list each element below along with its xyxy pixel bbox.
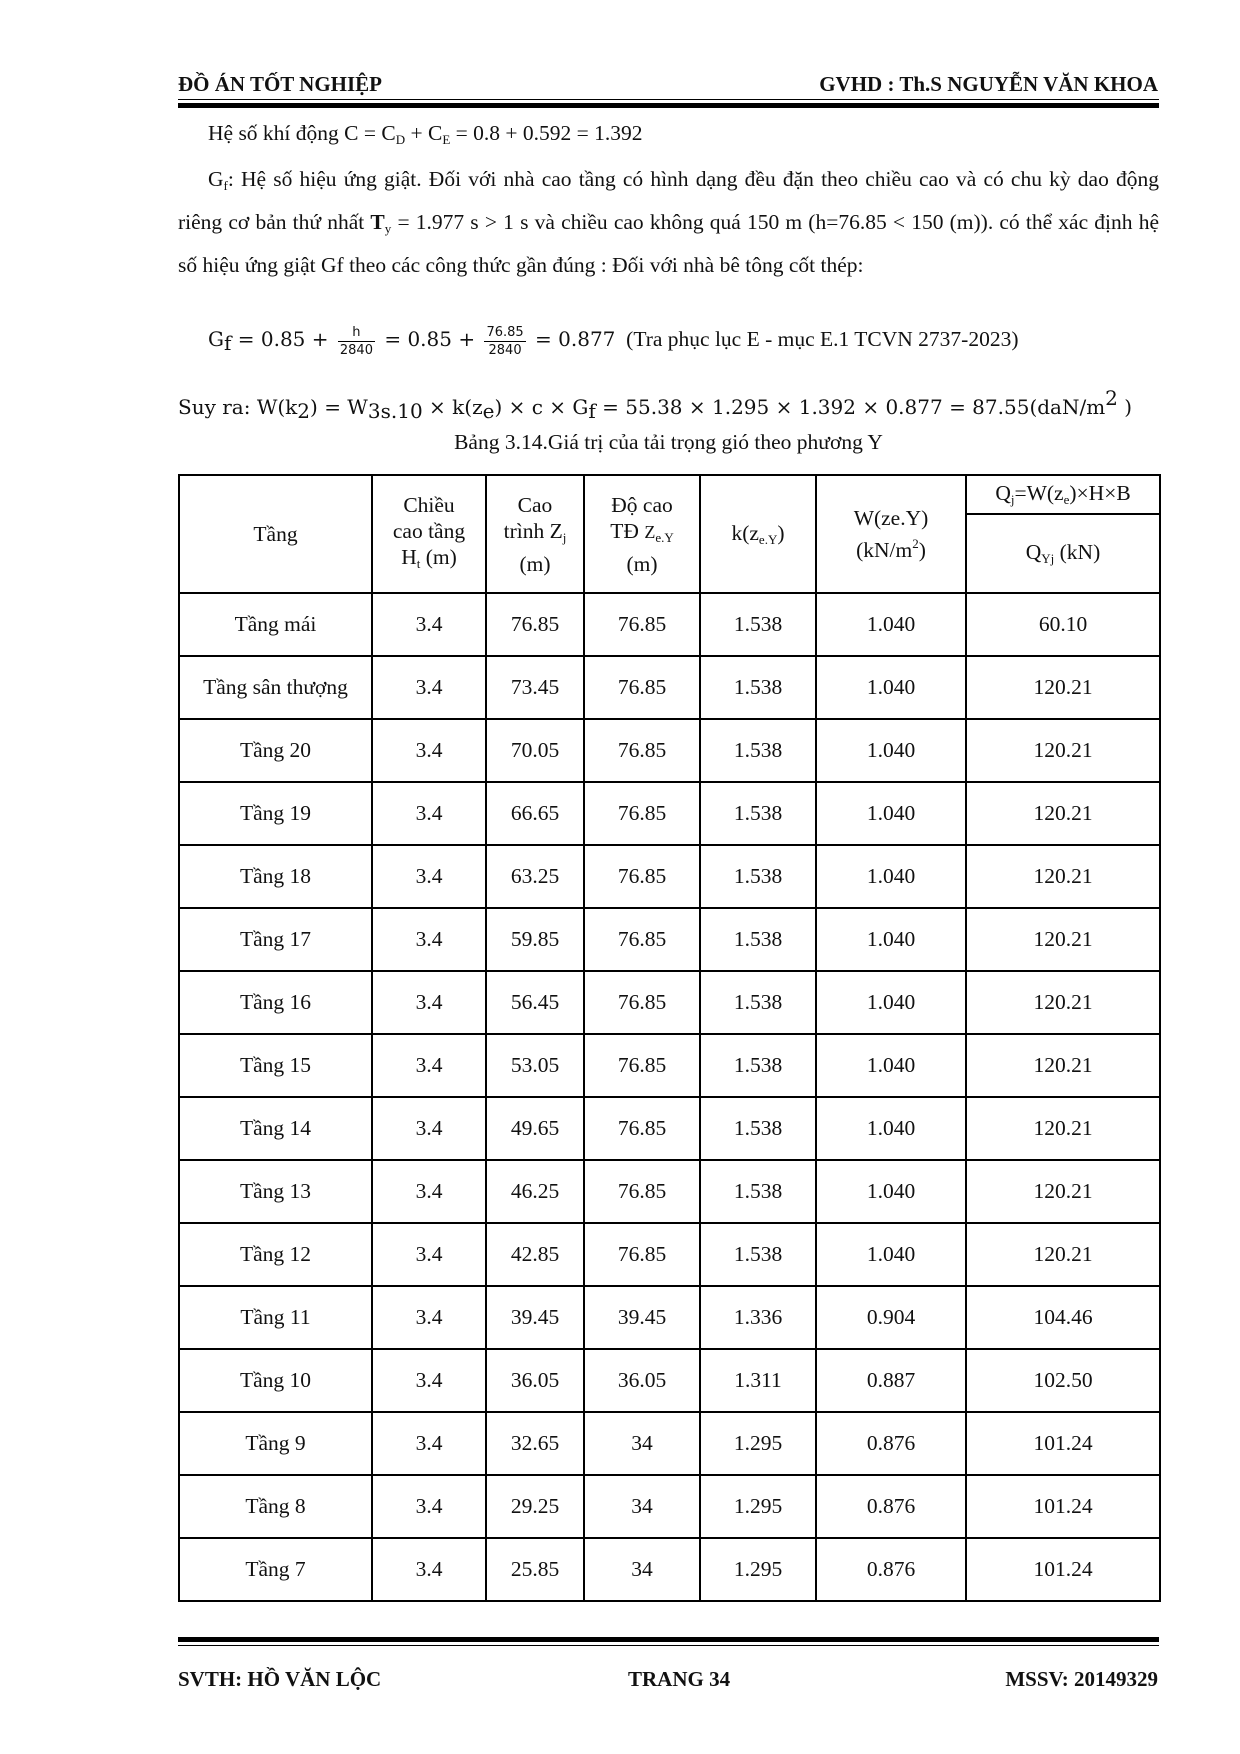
cell-equivalent-height: 76.85 [584,593,700,656]
table-row [179,1097,1160,1160]
header-load-formula: Qj=W(ze)×H×B [966,475,1160,514]
table-row [179,971,1160,1034]
cell-floor-height: 3.4 [372,1034,486,1097]
cell-floor-height: 3.4 [372,593,486,656]
cell-k-coefficient: 1.538 [700,908,816,971]
cell-wind-load: 120.21 [966,1160,1160,1223]
cell-wind-pressure: 0.904 [816,1286,966,1349]
cell-wind-load: 120.21 [966,908,1160,971]
cell-wind-pressure: 0.876 [816,1538,966,1601]
cell-wind-pressure: 0.876 [816,1412,966,1475]
header-title: ĐỒ ÁN TỐT NGHIỆP [178,72,383,96]
cell-floor-height: 3.4 [372,656,486,719]
cell-floor: Tầng 17 [179,908,372,971]
fraction-76-85-over-2840: $\frac{76.85}{2840}$ [486,324,524,358]
cell-elevation: 53.05 [486,1034,584,1097]
cell-equivalent-height: 34 [584,1475,700,1538]
cell-elevation: 42.85 [486,1223,584,1286]
cell-wind-pressure: 1.040 [816,845,966,908]
footer-rule-thick [178,1637,1159,1642]
cell-wind-pressure: 0.887 [816,1349,966,1412]
cell-elevation: 56.45 [486,971,584,1034]
cell-elevation: 25.85 [486,1538,584,1601]
cell-floor: Tầng 15 [179,1034,372,1097]
cell-equivalent-height: 76.85 [584,719,700,782]
table-row [179,1412,1160,1475]
cell-wind-load: 101.24 [966,1538,1160,1601]
cell-elevation: 39.45 [486,1286,584,1349]
cell-k-coefficient: 1.538 [700,1034,816,1097]
cell-floor: Tầng 20 [179,719,372,782]
cell-floor: Tầng 9 [179,1412,372,1475]
cell-wind-pressure: 0.876 [816,1475,966,1538]
cell-floor-height: 3.4 [372,1160,486,1223]
cell-floor: Tầng 10 [179,1349,372,1412]
cell-equivalent-height: 76.85 [584,1223,700,1286]
cell-floor: Tầng 18 [179,845,372,908]
table-row [179,1286,1160,1349]
cell-equivalent-height: 76.85 [584,1160,700,1223]
table-row [179,1160,1160,1223]
cell-floor-height: 3.4 [372,719,486,782]
cell-equivalent-height: 76.85 [584,845,700,908]
table-row [179,908,1160,971]
cell-elevation: 46.25 [486,1160,584,1223]
cell-floor-height: 3.4 [372,1286,486,1349]
cell-elevation: 49.65 [486,1097,584,1160]
cell-k-coefficient: 1.295 [700,1538,816,1601]
cell-k-coefficient: 1.538 [700,593,816,656]
header-floor-height: Chiều cao tầng Ht (m) [372,475,486,593]
cell-floor: Tầng sân thượng [179,656,372,719]
cell-elevation: 32.65 [486,1412,584,1475]
gust-factor-paragraph: Gf: Hệ số hiệu ứng giật. Đối với nhà cao tầng có hình dạng đều đặn theo chiều cao và có chu kỳ dao động riêng cơ bản thứ nhất Ty = 1.977 s > 1 s và chiều cao không quá 150 m (h=76.85 < 150 (m)). có thể xác định hệ số hiệu ứng giật Gf theo các công thức gần đúng : Đối với nhà bê tông cốt thép: [178,167,1159,277]
cell-wind-pressure: 1.040 [816,593,966,656]
cell-k-coefficient: 1.538 [700,845,816,908]
cell-wind-load: 120.21 [966,1034,1160,1097]
cell-elevation: 66.65 [486,782,584,845]
cell-wind-load: 120.21 [966,1223,1160,1286]
table-row [179,1475,1160,1538]
cell-wind-load: 101.24 [966,1475,1160,1538]
cell-wind-load: 120.21 [966,719,1160,782]
page-header [178,72,1158,97]
cell-k-coefficient: 1.538 [700,1160,816,1223]
cell-floor: Tầng 8 [179,1475,372,1538]
header-rule-thin [178,99,1159,100]
cell-wind-pressure: 1.040 [816,908,966,971]
header-elevation: Cao trình Zj (m) [486,475,584,593]
cell-wind-load: 104.46 [966,1286,1160,1349]
header-wind-pressure: W(ze.Y) $(kN/m^2)$ [816,475,966,593]
table-row [179,1034,1160,1097]
footer-student: SVTH: HỒ VĂN LỘC [178,1667,382,1691]
cell-wind-pressure: 1.040 [816,1097,966,1160]
cell-floor: Tầng 19 [179,782,372,845]
formula-reference-note: (Tra phục lục E - mục E.1 TCVN 2737-2023) [626,327,1019,351]
cell-equivalent-height: 34 [584,1412,700,1475]
wind-load-table [178,474,1161,1602]
header-load-value: QYj (kN) [966,514,1160,593]
cell-floor: Tầng 7 [179,1538,372,1601]
cell-k-coefficient: 1.538 [700,719,816,782]
cell-elevation: 63.25 [486,845,584,908]
cell-floor: Tầng 14 [179,1097,372,1160]
cell-equivalent-height: 76.85 [584,1097,700,1160]
cell-elevation: 36.05 [486,1349,584,1412]
cell-elevation: 76.85 [486,593,584,656]
cell-floor-height: 3.4 [372,971,486,1034]
cell-floor-height: 3.4 [372,782,486,845]
cell-wind-load: 120.21 [966,656,1160,719]
cell-equivalent-height: 76.85 [584,656,700,719]
cell-floor-height: 3.4 [372,1475,486,1538]
cell-floor-height: 3.4 [372,908,486,971]
header-rule-thick [178,103,1159,108]
cell-equivalent-height: 36.05 [584,1349,700,1412]
cell-k-coefficient: 1.538 [700,782,816,845]
cell-k-coefficient: 1.295 [700,1475,816,1538]
cell-wind-pressure: 1.040 [816,719,966,782]
cell-elevation: 59.85 [486,908,584,971]
cell-wind-pressure: 1.040 [816,1223,966,1286]
cell-wind-load: 120.21 [966,845,1160,908]
header-equivalent-height: Độ cao TĐ Ze.Y (m) [584,475,700,593]
cell-equivalent-height: 34 [584,1538,700,1601]
cell-floor: Tầng 11 [179,1286,372,1349]
cell-wind-pressure: 1.040 [816,1034,966,1097]
aerodynamic-coefficient-line: Hệ số khí động C = CD + CE = 0.8 + 0.592 = 1.392 [208,121,643,147]
cell-floor-height: 3.4 [372,1097,486,1160]
wind-pressure-formula: Suy ra: W(k2) = W3s.10 × k(ze) × c × Gf = 55.38 × 1.295 × 1.392 × 0.877 = 87.55(daN/m2 ) [178,386,1133,423]
cell-k-coefficient: 1.336 [700,1286,816,1349]
cell-floor-height: 3.4 [372,1412,486,1475]
footer-rule-thin [178,1645,1159,1646]
cell-elevation: 29.25 [486,1475,584,1538]
cell-floor-height: 3.4 [372,845,486,908]
cell-floor: Tầng 12 [179,1223,372,1286]
cell-floor-height: 3.4 [372,1349,486,1412]
cell-floor-height: 3.4 [372,1538,486,1601]
table-row [179,782,1160,845]
cell-wind-load: 101.24 [966,1412,1160,1475]
footer-student-id: MSSV: 20149329 [1005,1667,1158,1691]
cell-floor: Tầng 13 [179,1160,372,1223]
cell-wind-load: 120.21 [966,782,1160,845]
cell-wind-load: 120.21 [966,971,1160,1034]
table-row [179,593,1160,656]
gust-factor-formula: Gf = 0.85 + $\frac{h}{2840}$ = 0.85 + $\frac{76.85}{2840}$ = 0.877 (Tra phục lục E - mục E.1 TCVN 2737-2023) [208,324,1019,358]
cell-equivalent-height: 76.85 [584,1034,700,1097]
table-row [179,1349,1160,1412]
fraction-h-over-2840: $\frac{h}{2840}$ [339,324,373,358]
cell-equivalent-height: 76.85 [584,782,700,845]
cell-floor: Tầng 16 [179,971,372,1034]
cell-elevation: 73.45 [486,656,584,719]
table-row [179,845,1160,908]
header-floor: Tầng [179,475,372,593]
cell-k-coefficient: 1.311 [700,1349,816,1412]
cell-wind-pressure: 1.040 [816,1160,966,1223]
cell-equivalent-height: 39.45 [584,1286,700,1349]
cell-wind-pressure: 1.040 [816,971,966,1034]
cell-k-coefficient: 1.295 [700,1412,816,1475]
cell-wind-load: 60.10 [966,593,1160,656]
cell-wind-load: 102.50 [966,1349,1160,1412]
table-caption: Bảng 3.14.Giá trị của tải trọng gió theo phương Y [454,430,883,454]
cell-k-coefficient: 1.538 [700,1097,816,1160]
header-k-coefficient: k(ze.Y) [700,475,816,593]
cell-k-coefficient: 1.538 [700,971,816,1034]
table-row [179,1223,1160,1286]
table-row [179,719,1160,782]
cell-equivalent-height: 76.85 [584,971,700,1034]
header-advisor: GVHD : Th.S NGUYỄN VĂN KHOA [819,72,1158,96]
table-row [179,656,1160,719]
cell-k-coefficient: 1.538 [700,656,816,719]
cell-elevation: 70.05 [486,719,584,782]
table-row [179,1538,1160,1601]
cell-wind-pressure: 1.040 [816,782,966,845]
cell-wind-load: 120.21 [966,1097,1160,1160]
table-body [179,593,1160,1601]
cell-floor-height: 3.4 [372,1223,486,1286]
cell-wind-pressure: 1.040 [816,656,966,719]
cell-k-coefficient: 1.538 [700,1223,816,1286]
cell-equivalent-height: 76.85 [584,908,700,971]
cell-floor: Tầng mái [179,593,372,656]
footer-page-number: TRANG 34 [628,1667,731,1691]
